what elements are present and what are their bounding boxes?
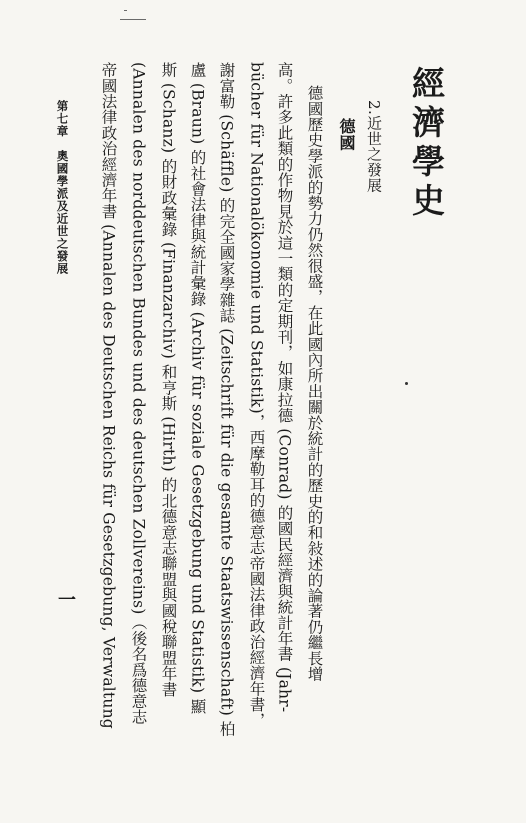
section-heading: [366, 100, 381, 193]
running-footer: 第七章 奧國學派及近世之發展: [55, 100, 70, 275]
section-title: 近世之發展: [365, 115, 383, 193]
page-number: 一: [55, 590, 76, 609]
scan-mark: [124, 10, 127, 11]
scan-speck: [405, 382, 408, 385]
paragraph-line: 帝國法律政治經濟年書 (Annalen des Deutschen Reichs für Gesetzgebung, Verwaltung: [99, 62, 118, 729]
subsection-heading: 德國: [337, 118, 356, 151]
paragraph-line: 高。許多此類的作物見於這一類的定期刊，如康拉德 (Conrad) 的國民經濟與統計年書 (Jahr-: [275, 62, 294, 713]
paragraph-line: 德國歷史學派的勢力仍然很盛，在此國內所出關於統計的歷史的和敍述的論著仍繼長增: [305, 85, 324, 682]
book-title: 經濟學史: [407, 66, 446, 222]
section-number: 2.: [365, 100, 383, 116]
paragraph-line: bücher für Nationalökonomie und Statistik)，西摩勒耳的德意志帝國法律政治經濟年書，: [247, 62, 266, 728]
paragraph-line: 盧 (Braun) 的社會法律與統計彙錄 (Archiv für soziale Gesetzgebung und Statistik) 顯: [188, 62, 207, 715]
paragraph-line: 斯 (Schanz) 的財政彙錄 (Finanzarchiv) 和亨斯 (Hirth) 的北德意志聯盟與國稅聯盟年書: [159, 62, 178, 697]
paragraph-line: (Annalen des norddeutschen Bundes und des deutschen Zollvereins)（後名爲德意志: [129, 62, 148, 725]
paragraph-line: 謝富勒 (Schäffle) 的完全國家學雜誌 (Zeitschrift für die gesamte Staatswissenschaft) 柏: [217, 62, 236, 737]
scan-mark: [120, 19, 146, 20]
